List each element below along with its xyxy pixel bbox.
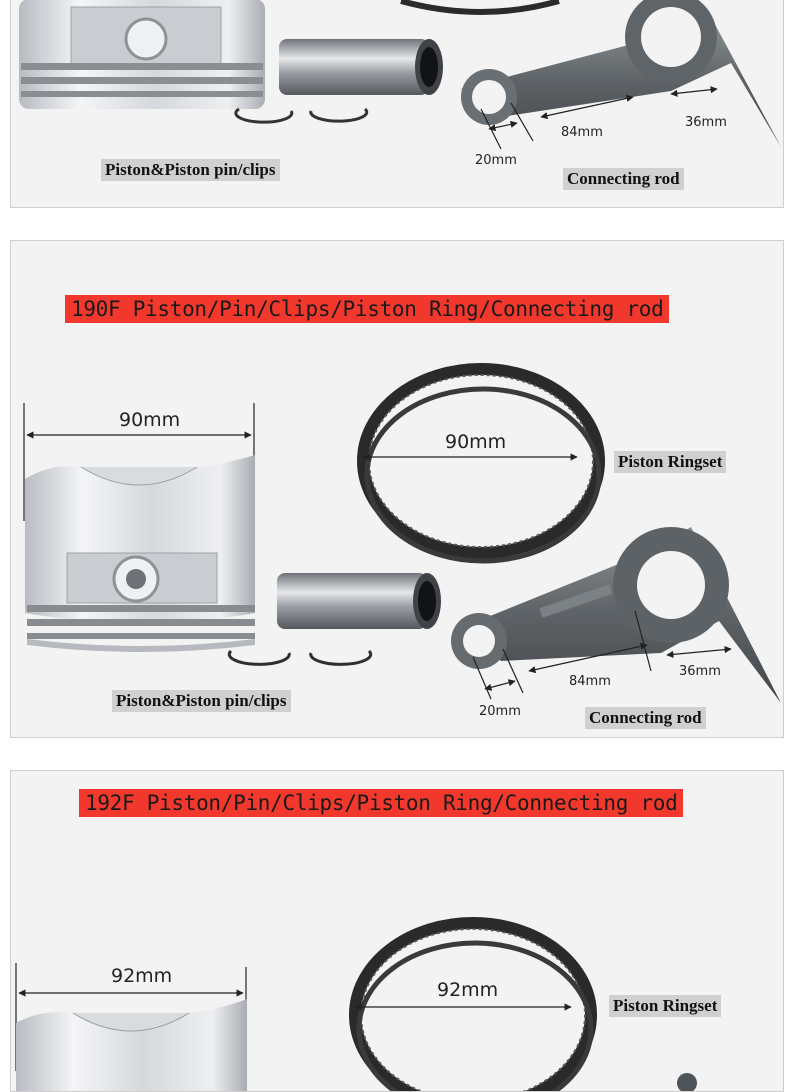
piston-image xyxy=(19,0,265,109)
piston-width-dimension: 92mm xyxy=(111,965,173,987)
piston-label: Piston&Piston pin/clips xyxy=(101,159,280,181)
192f-product-panel xyxy=(10,770,784,1092)
connecting-rod-image xyxy=(677,1073,697,1091)
190f-product-panel xyxy=(10,240,784,738)
rod-small-end-dimension: 20mm xyxy=(475,153,517,168)
piston-label: Piston&Piston pin/clips xyxy=(112,690,291,712)
ring-diameter-dimension: 92mm xyxy=(437,979,499,1001)
rod-big-end-dimension: 36mm xyxy=(685,115,727,130)
rod-big-end-dimension: 36mm xyxy=(679,664,721,679)
piston-clips-image xyxy=(236,109,367,122)
connecting-rod-label: Connecting rod xyxy=(585,707,706,729)
192f-parts-illustration xyxy=(11,771,783,1091)
piston-ringset-label: Piston Ringset xyxy=(609,995,721,1017)
connecting-rod-label: Connecting rod xyxy=(563,168,684,190)
piston-pin-image xyxy=(279,39,443,95)
piston-ring-image xyxy=(363,369,599,561)
190f-section-banner: 190F Piston/Pin/Clips/Piston Ring/Connecting rod xyxy=(65,295,669,323)
piston-ringset-label: Piston Ringset xyxy=(614,451,726,473)
piston-image xyxy=(16,999,247,1091)
top-product-panel xyxy=(10,0,784,208)
rod-length-dimension: 84mm xyxy=(561,125,603,140)
ring-edge xyxy=(401,1,559,12)
rod-length-dimension: 84mm xyxy=(569,674,611,689)
rod-small-end-dimension: 20mm xyxy=(479,704,521,719)
192f-section-banner: 192F Piston/Pin/Clips/Piston Ring/Connecting rod xyxy=(79,789,683,817)
ring-diameter-dimension: 90mm xyxy=(445,431,507,453)
piston-image xyxy=(25,455,255,652)
piston-clips-image xyxy=(229,651,370,664)
piston-width-dimension: 90mm xyxy=(119,409,181,431)
piston-pin-image xyxy=(277,573,441,629)
